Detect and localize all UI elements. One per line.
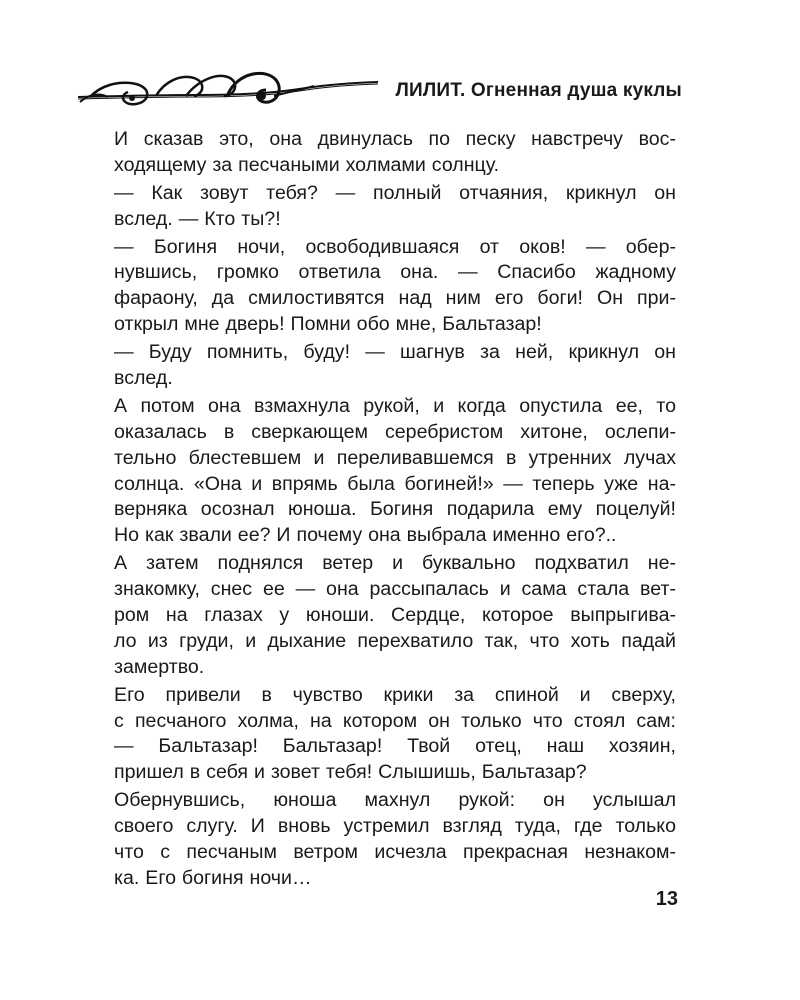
- text-line: ка. Его богиня ночи…: [114, 866, 312, 889]
- text-line: знакомку, снес ее — она рассыпалась и сама стала вет-: [114, 578, 676, 601]
- text-line: А затем поднялся ветер и буквально подхватил не-: [114, 552, 676, 575]
- text-line: пришел в себя и зовет тебя! Слышишь, Бальтазар?: [114, 761, 587, 784]
- flourish-ornament-icon: [78, 62, 378, 110]
- text-line: — Буду помнить, буду! — шагнув за ней, крикнул он: [114, 341, 676, 364]
- text-line: А потом она взмахнула рукой, и когда опустила ее, то: [114, 394, 676, 417]
- text-line: — Богиня ночи, освободившаяся от оков! — обер-: [114, 235, 676, 258]
- running-title: ЛИЛИТ. Огненная душа куклы: [395, 80, 682, 101]
- text-line: И сказав это, она двинулась по песку навстречу вос-: [114, 128, 676, 150]
- text-line: солнца. «Она и впрямь была богиней!» — теперь уже на-: [114, 472, 676, 495]
- text-line: ло из груди, и дыхание перехватило так, что хоть падай: [114, 629, 676, 652]
- text-line: вслед.: [114, 367, 173, 390]
- text-line: Обернувшись, юноша махнул рукой: он услышал: [114, 789, 676, 812]
- text-line: что с песчаным ветром исчезла прекрасная незнаком-: [114, 841, 676, 864]
- text-line: ходящему за песчаными холмами солнцу.: [114, 153, 500, 176]
- text-line: Его привели в чувство крики за спиной и сверху,: [114, 683, 676, 706]
- text-line: верняка осознал юноша. Богиня подарила ему поцелуй!: [114, 498, 676, 521]
- text-line: ром на глазах у юноши. Сердце, которое выпрыгива-: [114, 604, 676, 627]
- page-header: [78, 62, 682, 110]
- body-text: [114, 127, 676, 892]
- text-line: фараону, да смилостивятся над ним его боги! Он при-: [114, 287, 676, 310]
- text-line: оказалась в сверкающем серебристом хитоне, ослепи-: [114, 420, 676, 443]
- text-line: тельно блестевшем и переливавшемся в утренних лучах: [114, 446, 676, 469]
- text-line: Но как звали ее? И почему она выбрала именно его?..: [114, 524, 617, 547]
- text-line: своего слугу. И вновь устремил взгляд туда, где только: [114, 815, 676, 838]
- text-line: открыл мне дверь! Помни обо мне, Бальтазар!: [114, 313, 542, 336]
- text-line: — Бальтазар! Бальтазар! Твой отец, наш хозяин,: [114, 735, 676, 758]
- text-line: вслед. — Кто ты?!: [114, 207, 281, 230]
- text-line: замертво.: [114, 655, 205, 678]
- page-number: 13: [655, 888, 678, 910]
- text-line: нувшись, громко ответила она. — Спасибо жадному: [114, 261, 676, 284]
- text-line: с песчаного холма, на котором он только что стоял сам:: [114, 709, 676, 732]
- text-line: — Как зовут тебя? — полный отчаяния, крикнул он: [114, 181, 676, 204]
